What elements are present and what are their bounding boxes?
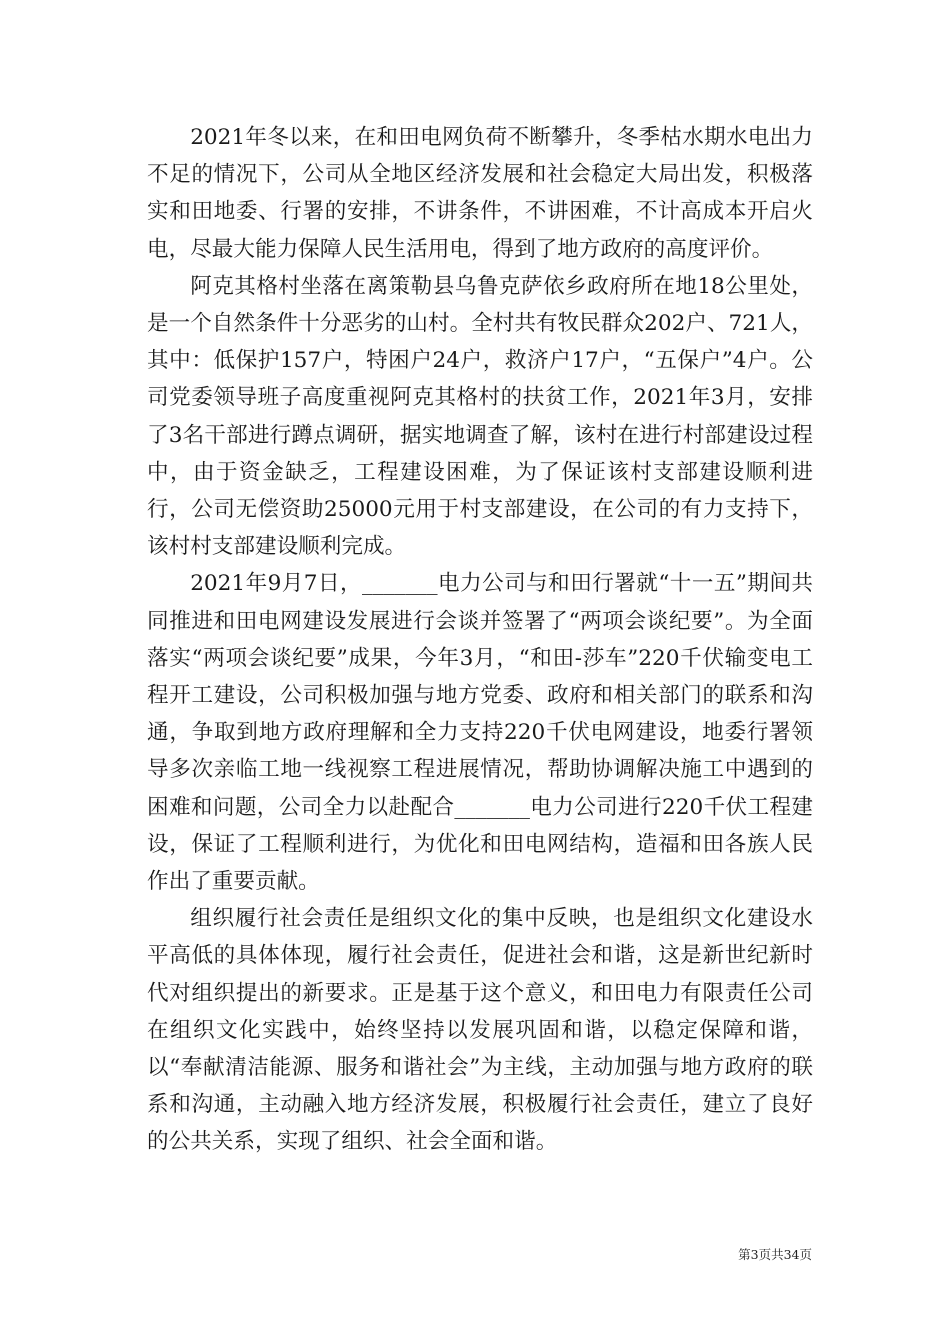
paragraph-4: 组织履行社会责任是组织文化的集中反映，也是组织文化建设水平高低的具体体现，履行社会责任，促进社会和谐，这是新世纪新时代对组织提出的新要求。正是基于这个意义，和田电力有限责任公司在组织文化实践中，始终坚持以发展巩固和谐，以稳定保障和谐，以“奉献清洁能源、服务和谐社会”为主线，主动加强与地方政府的联系和沟通，主动融入地方经济发展，积极履行社会责任，建立了良好的公共关系，实现了组织、社会全面和谐。: [147, 906, 813, 1155]
paragraph-3: 2021年9月7日，_______电力公司与和田行署就“十一五”期间共同推进和田电网建设发展进行会谈并签署了“两项会谈纪要”。为全面落实“两项会谈纪要”成果，今年3月，“和田-莎车”220千伏输变电工程开工建设，公司积极加强与地方党委、政府和相关部门的联系和沟通，争取到地方政府理解和全力支持220千伏电网建设，地委行署领导多次亲临工地一线视察工程进展情况，帮助协调解决施工中遇到的困难和问题，公司全力以赴配合_______电力公司进行220千伏工程建设，保证了工程顺利进行，为优化和田电网结构，造福和田各族人民作出了重要贡献。: [147, 571, 813, 895]
paragraph-1: 2021年冬以来，在和田电网负荷不断攀升，冬季枯水期水电出力不足的情况下，公司从全地区经济发展和社会稳定大局出发，积极落实和田地委、行署的安排，不讲条件，不讲困难，不计高成本开启火电，尽最大能力保障人民生活用电，得到了地方政府的高度评价。: [147, 125, 813, 262]
paragraph-2: 阿克其格村坐落在离策勒县乌鲁克萨依乡政府所在地18公里处，是一个自然条件十分恶劣的山村。全村共有牧民群众202户、721人，其中：低保护157户，特困户24户，救济户17户，“五保户”4户。公司党委领导班子高度重视阿克其格村的扶贫工作，2021年3月，安排了3名干部进行蹲点调研，据实地调查了解，该村在进行村部建设过程中，由于资金缺乏，工程建设困难，为了保证该村支部建设顺利进行，公司无偿资助25000元用于村支部建设，在公司的有力支持下，该村村支部建设顺利完成。: [147, 273, 813, 560]
document-body: [147, 119, 813, 1161]
page-number: 第3页共34页: [738, 1247, 812, 1262]
